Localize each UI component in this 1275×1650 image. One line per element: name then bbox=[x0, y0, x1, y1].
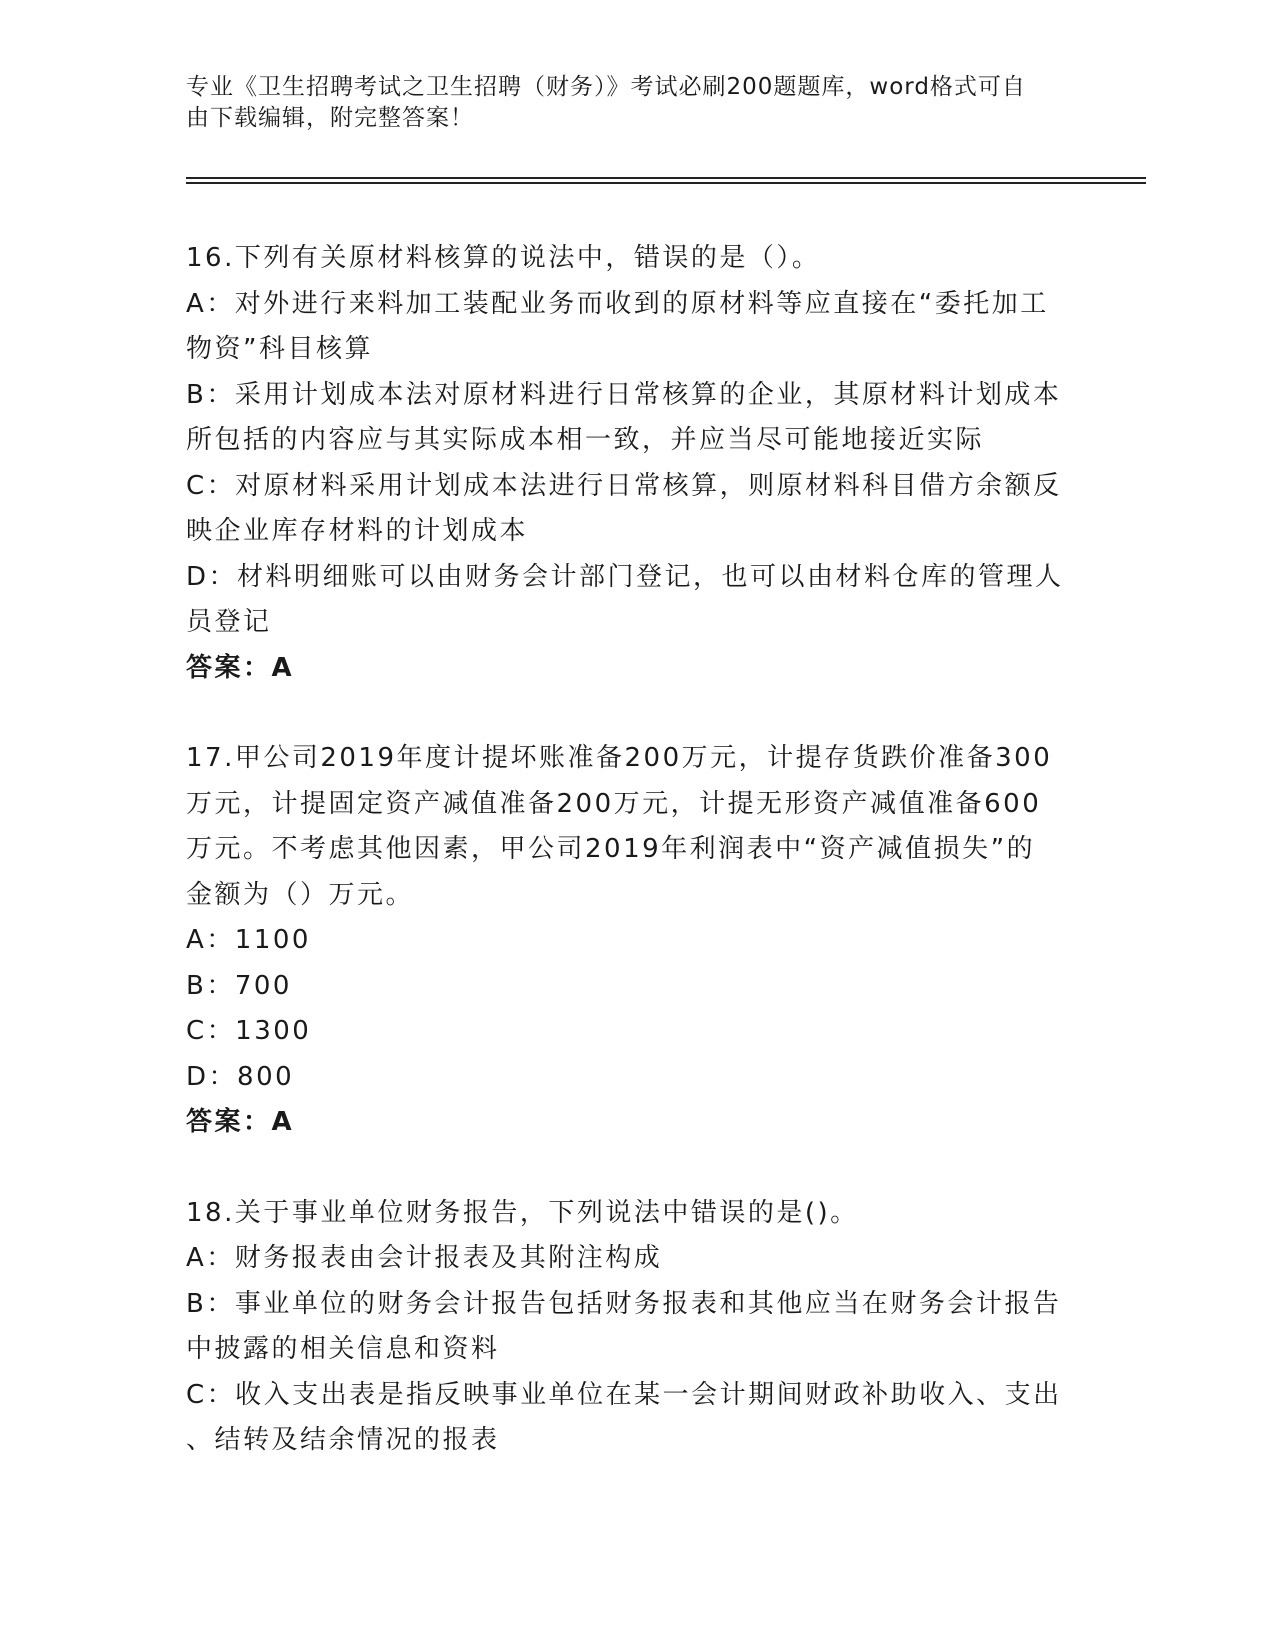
answer-label: 答案：A bbox=[186, 652, 295, 683]
option-b-continued: 中披露的相关信息和资料 bbox=[186, 1334, 500, 1364]
option-a: A：1100 bbox=[186, 925, 311, 955]
option-a-continued: 物资”科目核算 bbox=[186, 334, 373, 364]
option-a: A：对外进行来料加工装配业务而收到的原材料等应直接在“委托加工 bbox=[186, 288, 1049, 319]
question-stem: 17.甲公司2019年度计提坏账准备200万元，计提存货跌价准备300 bbox=[186, 743, 1053, 773]
header-divider-top bbox=[186, 177, 1146, 179]
option-b: B：事业单位的财务会计报告包括财务报表和其他应当在财务会计报告 bbox=[186, 1288, 1062, 1319]
question-18 bbox=[186, 1191, 1086, 1464]
option-c: C：对原材料采用计划成本法进行日常核算，则原材料科目借方余额反 bbox=[186, 470, 1062, 501]
question-spacer bbox=[186, 1146, 1086, 1191]
question-17 bbox=[186, 736, 1086, 1146]
option-d: D：材料明细账可以由财务会计部门登记，也可以由材料仓库的管理人 bbox=[186, 561, 1064, 592]
document-header bbox=[186, 72, 1086, 134]
question-stem: 18.关于事业单位财务报告，下列说法中错误的是()。 bbox=[186, 1197, 859, 1228]
question-stem-continued: 万元。不考虑其他因素，甲公司2019年利润表中“资产减值损失”的 bbox=[186, 834, 1036, 864]
question-list bbox=[186, 236, 1086, 1464]
option-b: B：采用计划成本法对原材料进行日常核算的企业，其原材料计划成本 bbox=[186, 379, 1062, 410]
answer-label: 答案：A bbox=[186, 1107, 295, 1137]
option-d-continued: 员登记 bbox=[186, 607, 272, 637]
question-spacer bbox=[186, 691, 1086, 736]
option-b-continued: 所包括的内容应与其实际成本相一致，并应当尽可能地接近实际 bbox=[186, 425, 985, 455]
question-16 bbox=[186, 236, 1086, 691]
option-c: C：1300 bbox=[186, 1016, 312, 1046]
option-c: C：收入支出表是指反映事业单位在某一会计期间财政补助收入、支出 bbox=[186, 1379, 1062, 1410]
question-stem-continued: 万元，计提固定资产减值准备200万元，计提无形资产减值准备600 bbox=[186, 788, 1042, 819]
option-b: B：700 bbox=[186, 970, 292, 1001]
option-c-continued: 映企业库存材料的计划成本 bbox=[186, 516, 529, 546]
option-c-continued: 、结转及结余情况的报表 bbox=[186, 1425, 500, 1455]
option-d: D：800 bbox=[186, 1061, 295, 1092]
question-stem: 16.下列有关原材料核算的说法中，错误的是（）。 bbox=[186, 243, 821, 273]
header-divider-bottom bbox=[186, 182, 1146, 184]
option-a: A：财务报表由会计报表及其附注构成 bbox=[186, 1243, 663, 1273]
question-stem-continued: 金额为（）万元。 bbox=[186, 879, 415, 910]
header-line-1: 专业《卫生招聘考试之卫生招聘（财务）》考试必刷200题题库，word格式可自 bbox=[186, 74, 1026, 100]
header-line-2: 由下载编辑，附完整答案！ bbox=[186, 105, 474, 131]
